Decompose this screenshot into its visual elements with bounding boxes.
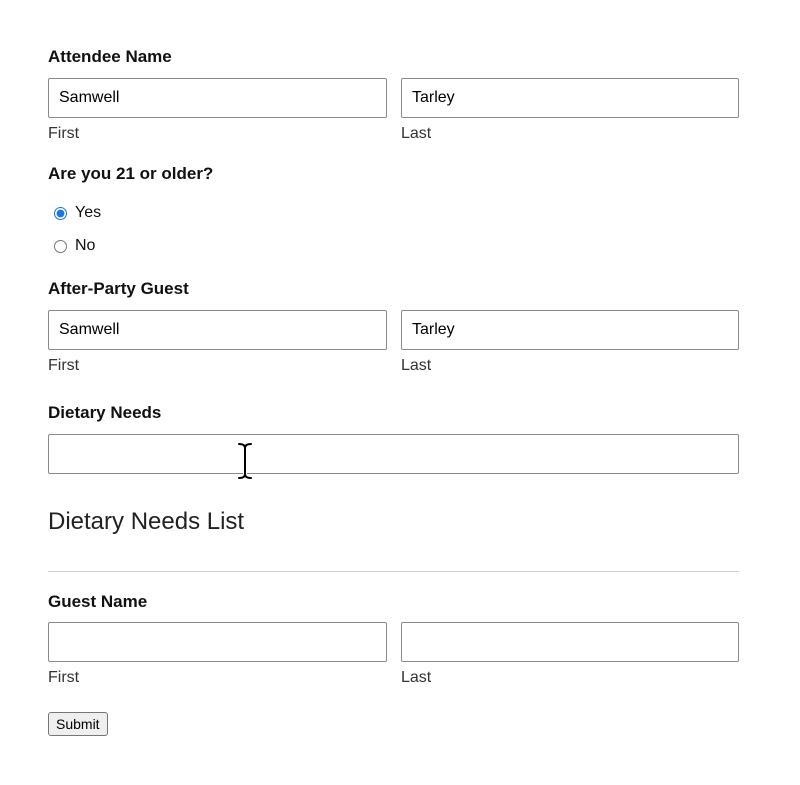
- dietary-needs-label: Dietary Needs: [48, 403, 162, 422]
- after-party-guest-label: After-Party Guest: [48, 279, 189, 298]
- attendee-last-name-input[interactable]: [401, 78, 739, 118]
- age-option-no[interactable]: [54, 235, 95, 257]
- guest-name-last-sublabel: Last: [401, 669, 432, 686]
- guest-first-name-input[interactable]: [48, 310, 387, 350]
- age-no-radio[interactable]: [54, 240, 67, 253]
- guest-name-first-input[interactable]: [48, 622, 387, 662]
- section-divider: [48, 571, 739, 572]
- guest-name-first-sublabel: First: [48, 669, 80, 686]
- attendee-first-name-input[interactable]: [48, 78, 387, 118]
- age-no-label: No: [75, 237, 96, 254]
- guest-first-sublabel: First: [48, 357, 80, 374]
- age-option-yes[interactable]: [54, 202, 101, 224]
- attendee-last-sublabel: Last: [401, 125, 432, 142]
- attendee-first-sublabel: First: [48, 125, 80, 142]
- submit-button[interactable]: Submit: [48, 712, 108, 736]
- attendee-name-label: Attendee Name: [48, 47, 172, 66]
- dietary-needs-list-heading: Dietary Needs List: [48, 508, 245, 535]
- guest-name-last-input[interactable]: [401, 622, 739, 662]
- age-yes-radio[interactable]: [54, 207, 67, 220]
- age-yes-label: Yes: [75, 204, 102, 221]
- guest-last-sublabel: Last: [401, 357, 432, 374]
- guest-name-label: Guest Name: [48, 592, 148, 611]
- guest-last-name-input[interactable]: [401, 310, 739, 350]
- dietary-needs-input[interactable]: [48, 434, 739, 474]
- age-question-label: Are you 21 or older?: [48, 164, 214, 183]
